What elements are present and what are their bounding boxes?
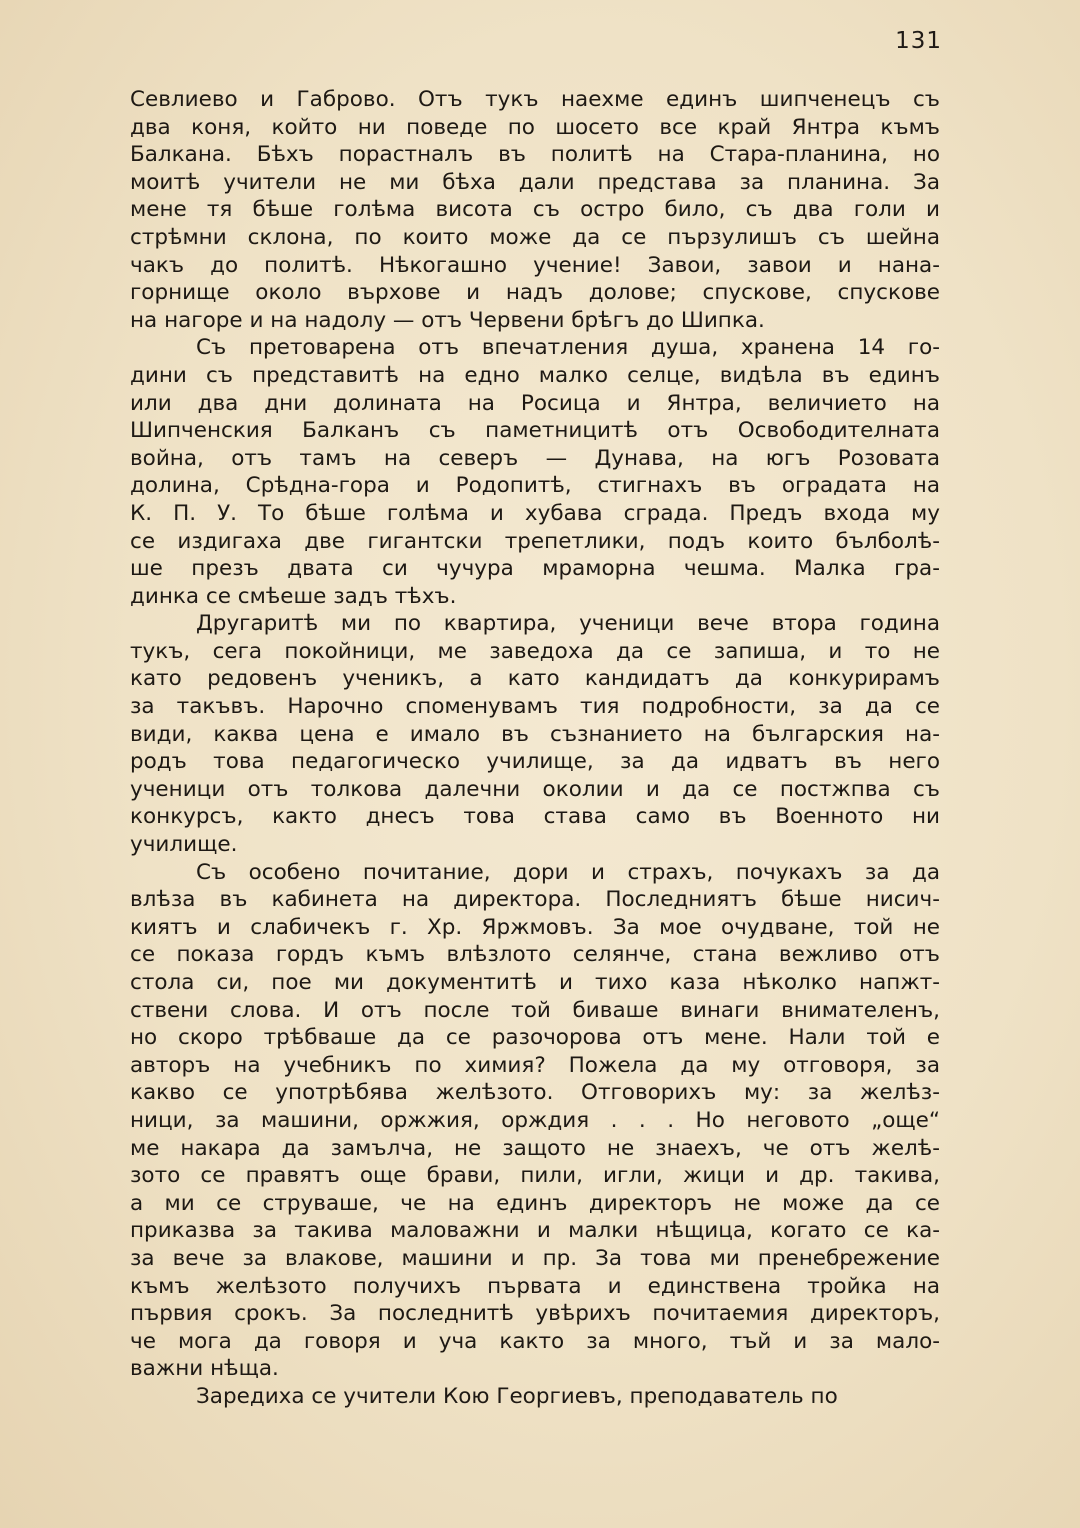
text-line: Шипченския Балканъ съ паметницитѣ отъ Освободителната (130, 418, 940, 444)
body-text (130, 86, 940, 1411)
text-line: ствени слова. И отъ после той биваше винаги внимателенъ, (130, 997, 940, 1023)
text-line: долина, Срѣдна-гора и Родопитѣ, стигнахъ въ оградата на (130, 473, 940, 499)
text-line: зото се правятъ още брави, пили, игли, жици и др. такива, (130, 1163, 940, 1189)
text-line: се показа гордъ къмъ влѣзлото селянче, стана вежливо отъ (130, 942, 940, 968)
text-line: какво се употрѣбява желѣзото. Отговорихъ му: за желѣз- (130, 1080, 940, 1106)
text-line: на нагоре и на надолу — отъ Червени брѣгъ до Шипка. (130, 307, 765, 333)
text-line: важни нѣща. (130, 1356, 279, 1382)
text-line: влѣза въ кабинета на директора. Последниятъ бѣше нисич- (130, 887, 940, 913)
text-line: се издигаха две гигантски трепетлики, подъ които бълболѣ- (130, 528, 940, 554)
paragraph (130, 859, 940, 1383)
text-line: ше презъ двата си чучура мраморна чешма. Малка гра- (130, 556, 940, 582)
text-line: два коня, който ни поведе по шосето все край Янтра къмъ (130, 114, 940, 140)
text-line: авторъ на учебникъ по химия? Пожела да му отговоря, за (130, 1052, 940, 1078)
text-line: чакъ до политѣ. Нѣкогашно учение! Завои, завои и нана- (130, 252, 940, 278)
text-line: Съ претоварена отъ впечатления душа, хранена 14 го- (196, 335, 940, 361)
text-line: К. П. У. То бѣше голѣма и хубава сграда. Предъ входа му (130, 500, 940, 526)
text-line: киятъ и слабичекъ г. Хр. Яржмовъ. За мое очудване, той не (130, 914, 940, 940)
text-line: училище. (130, 832, 238, 858)
text-line: горнище около върхове и надъ долове; спускове, спускове (130, 280, 940, 306)
text-line: Другаритѣ ми по квартира, ученици вече втора година (196, 611, 940, 637)
text-line: родъ това педагогическо училище, за да идватъ въ него (130, 749, 940, 775)
text-line: като редовенъ ученикъ, а като кандидатъ да конкурирамъ (130, 666, 940, 692)
text-line: стрѣмни склона, по които може да се пързулишъ съ шейна (130, 224, 940, 250)
text-line: къмъ желѣзото получихъ първата и единствена тройка на (130, 1273, 940, 1299)
text-line: а ми се струваше, че на единъ директоръ не може да се (130, 1190, 940, 1216)
text-line: дини съ представитѣ на едно малко селце, видѣла въ единъ (130, 362, 940, 388)
text-line: ници, за машини, оржжия, орждия . . . Но неговото „още“ (130, 1107, 940, 1133)
text-line: или два дни долината на Росица и Янтра, величието на (130, 390, 940, 416)
text-line: конкурсъ, както днесъ това става само въ Военното ни (130, 804, 940, 830)
text-line: моитѣ учители не ми бѣха дали представа за планина. За (130, 169, 940, 195)
text-line: Съ особено почитание, дори и страхъ, почукахъ за да (196, 859, 940, 885)
text-line: но скоро трѣбваше да се разочорова отъ мене. Нали той е (130, 1025, 940, 1051)
page-number: 131 (895, 28, 942, 54)
paragraph (130, 334, 940, 610)
text-line: за вече за влакове, машини и пр. За това ми пренебрежение (130, 1245, 940, 1271)
text-line: война, отъ тамъ на северъ — Дунава, на югъ Розовата (130, 445, 940, 471)
paragraph (130, 1383, 940, 1411)
text-line: Севлиево и Габрово. Отъ тукъ наехме единъ шипченецъ съ (130, 87, 940, 112)
text-line: ученици отъ толкова далечни околии и да се постжпва съ (130, 776, 940, 802)
text-line: Заредиха се учители Кою Георгиевъ, преподаватель по (196, 1383, 838, 1409)
text-line: приказва за такива маловажни и малки нѣщица, когато се ка- (130, 1218, 940, 1244)
text-line: за такъвъ. Нарочно споменувамъ тия подробности, за да се (130, 694, 940, 720)
text-line: стола си, пое ми документитѣ и тихо каза нѣколко напжт- (130, 970, 940, 995)
text-line: първия срокъ. За последнитѣ увѣрихъ почитаемия директоръ, (130, 1301, 940, 1327)
text-line: ме накара да замълча, не защото не знаехъ, че отъ желѣ- (130, 1135, 940, 1161)
text-line: Балкана. Бѣхъ порастналъ въ политѣ на Стара-планина, но (130, 142, 940, 168)
paragraph (130, 610, 940, 858)
paragraph (130, 86, 940, 334)
text-line: че мога да говоря и уча както за много, тъй и за мало- (130, 1328, 940, 1354)
text-line: динка се смѣеше задъ тѣхъ. (130, 583, 457, 609)
text-line: мене тя бѣше голѣма висота съ остро било, съ два голи и (130, 197, 940, 223)
text-line: тукъ, сега покойници, ме заведоха да се запиша, и то не (130, 638, 940, 664)
text-line: види, каква цена е имало въ съзнанието на българския на- (130, 721, 940, 747)
